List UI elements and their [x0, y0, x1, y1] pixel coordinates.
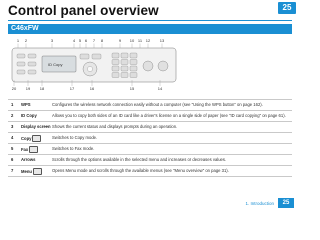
row-name [21, 100, 52, 107]
lcd-text: ID Copy [48, 62, 63, 67]
table-row [8, 143, 292, 154]
callout-top-11: 11 [137, 38, 143, 43]
callout-top-4: 4 [72, 38, 76, 43]
table-row [8, 99, 292, 110]
callout-top-2: 2 [24, 38, 28, 43]
wps-button [17, 54, 25, 58]
menu-icon [33, 168, 42, 175]
start-button [158, 61, 168, 71]
row-name [21, 166, 52, 175]
callout-top-10: 10 [129, 38, 135, 43]
row-number: 2 [11, 113, 14, 118]
row-number: 3 [11, 124, 14, 129]
callout-top-1: 1 [16, 38, 20, 43]
table-row [8, 154, 292, 165]
keypad-key [121, 53, 128, 58]
row-number: 6 [11, 157, 14, 162]
row-name-label: WPS [21, 102, 31, 107]
copy-icon [32, 135, 41, 142]
footer-page-badge: 25 [278, 198, 294, 208]
row-name-label: ID Copy [21, 113, 37, 118]
callout-bottom-15: 15 [129, 86, 135, 91]
callout-top-13: 13 [159, 38, 165, 43]
row-name [21, 144, 52, 153]
footer-section: 1. Introduction [245, 201, 274, 206]
callout-top-3: 3 [50, 38, 54, 43]
row-description: Switches to Fax mode. [52, 146, 95, 151]
keypad-key [121, 66, 128, 71]
row-name [21, 133, 52, 142]
row-name-label: Arrows [21, 157, 36, 162]
table-row [8, 132, 292, 143]
row-description: Scrolls through the options available in the selected menu and increases or decreases values. [52, 157, 227, 162]
title-rule [8, 20, 292, 21]
button-l2 [28, 62, 36, 66]
row-name-label: Display screen [21, 124, 51, 129]
row-number: 5 [11, 146, 14, 151]
model-label: C46xFW [11, 25, 39, 32]
row-number: 4 [11, 135, 14, 140]
callout-top-7: 7 [92, 38, 96, 43]
row-description: Configures the wireless network connection easily without a computer (see "Using the WPS button" on page 162). [52, 102, 263, 107]
callout-bottom-16: 16 [89, 86, 95, 91]
keypad-key [130, 60, 137, 65]
callout-bottom-17: 17 [69, 86, 75, 91]
keypad-key [130, 66, 137, 71]
stop-button [143, 61, 153, 71]
control-panel-diagram [8, 36, 178, 94]
callout-top-6: 6 [84, 38, 88, 43]
row-description: Switches to Copy mode. [52, 135, 98, 140]
legend-table [8, 99, 292, 177]
keypad-key [121, 60, 128, 65]
copy-button [80, 54, 89, 59]
keypad-key [112, 66, 119, 71]
control-panel-svg [8, 36, 178, 94]
row-number: 7 [11, 168, 14, 173]
row-description: Allows you to copy both sides of an ID card like a driver's license on a single side of paper (see "ID card copying" on page 61). [52, 113, 286, 118]
table-row [8, 165, 292, 177]
callout-bottom-18: 18 [39, 86, 45, 91]
id-copy-button [28, 54, 36, 58]
callout-top-9: 9 [118, 38, 122, 43]
button-l1 [17, 62, 25, 66]
row-name-label: Fax [21, 147, 29, 152]
keypad-key [121, 73, 128, 78]
keypad-key [130, 53, 137, 58]
row-name-label: Copy [21, 136, 32, 141]
callout-top-8: 8 [100, 38, 104, 43]
keypad-key [112, 73, 119, 78]
row-number: 1 [11, 102, 14, 107]
fax-button [92, 54, 101, 59]
row-name-label: Menu [21, 169, 32, 174]
callout-top-5: 5 [78, 38, 82, 43]
callout-bottom-20: 20 [11, 86, 17, 91]
callout-top-12: 12 [145, 38, 151, 43]
keypad-key [112, 60, 119, 65]
button-l3 [17, 70, 25, 74]
model-bar [8, 24, 292, 34]
keypad-key [112, 53, 119, 58]
row-description: Shows the current status and displays prompts during an operation. [52, 124, 178, 129]
fax-icon [29, 146, 38, 153]
row-name [21, 111, 52, 118]
ok-button [87, 66, 92, 71]
callout-bottom-14: 14 [157, 86, 163, 91]
table-row [8, 110, 292, 121]
callout-bottom-19: 19 [25, 86, 31, 91]
row-name [21, 122, 52, 129]
row-name [21, 155, 52, 162]
table-row [8, 121, 292, 132]
row-description: Opens Menu mode and scrolls through the available menus (see "Menu overview" on page 31). [52, 168, 229, 173]
button-l4 [28, 70, 36, 74]
header-page-badge: 25 [278, 2, 296, 14]
page-title: Control panel overview [8, 3, 159, 18]
keypad-key [130, 73, 137, 78]
